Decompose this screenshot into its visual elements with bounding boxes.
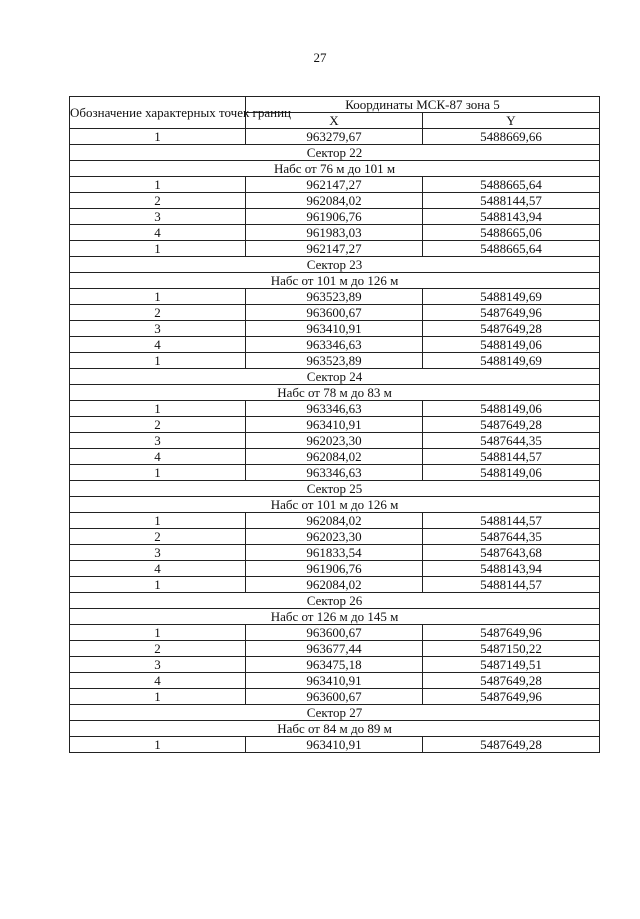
section-label: Набс от 101 м до 126 м — [70, 273, 600, 289]
table-row — [70, 337, 600, 353]
x-coordinate-cell: 963279,67 — [246, 129, 423, 145]
y-coordinate-cell: 5488149,69 — [423, 289, 600, 305]
page-number: 27 — [313, 50, 327, 65]
point-number-cell: 4 — [70, 561, 246, 577]
x-coordinate-cell: 963677,44 — [246, 641, 423, 657]
table-row — [70, 433, 600, 449]
table-row — [70, 225, 600, 241]
point-number-cell: 4 — [70, 337, 246, 353]
table-row — [70, 529, 600, 545]
table-row — [70, 209, 600, 225]
x-coordinate-cell: 962147,27 — [246, 241, 423, 257]
y-coordinate-cell: 5488149,69 — [423, 353, 600, 369]
coordinates-table — [69, 96, 600, 753]
point-number-cell: 4 — [70, 225, 246, 241]
table-row — [70, 289, 600, 305]
section-label: Набс от 76 м до 101 м — [70, 161, 600, 177]
point-number-cell: 3 — [70, 657, 246, 673]
section-label: Набс от 78 м до 83 м — [70, 385, 600, 401]
table-row — [70, 545, 600, 561]
section-label-row — [70, 369, 600, 385]
y-coordinate-cell: 5488669,66 — [423, 129, 600, 145]
table-row — [70, 625, 600, 641]
point-number-cell: 1 — [70, 401, 246, 417]
table-row — [70, 241, 600, 257]
point-number-cell: 1 — [70, 625, 246, 641]
x-coordinate-cell: 962084,02 — [246, 577, 423, 593]
table-row — [70, 641, 600, 657]
y-coordinate-cell: 5488144,57 — [423, 449, 600, 465]
y-coordinate-cell: 5488144,57 — [423, 577, 600, 593]
table-row — [70, 449, 600, 465]
table-row — [70, 305, 600, 321]
x-coordinate-cell: 961983,03 — [246, 225, 423, 241]
y-coordinate-cell: 5487649,28 — [423, 417, 600, 433]
section-label: Набс от 84 м до 89 м — [70, 721, 600, 737]
x-coordinate-cell: 962084,02 — [246, 193, 423, 209]
x-coordinate-cell: 963600,67 — [246, 625, 423, 641]
point-number-cell: 2 — [70, 193, 246, 209]
point-number-cell: 1 — [70, 513, 246, 529]
section-label-row — [70, 609, 600, 625]
y-coordinate-cell: 5488149,06 — [423, 401, 600, 417]
section-label: Набс от 101 м до 126 м — [70, 497, 600, 513]
table-body — [70, 129, 600, 753]
table-row — [70, 689, 600, 705]
header-coordinates: Координаты МСК-87 зона 5 — [246, 97, 600, 113]
point-number-cell: 1 — [70, 689, 246, 705]
table-row — [70, 353, 600, 369]
x-coordinate-cell: 963346,63 — [246, 401, 423, 417]
x-coordinate-cell: 962147,27 — [246, 177, 423, 193]
x-coordinate-cell: 963475,18 — [246, 657, 423, 673]
point-number-cell: 3 — [70, 545, 246, 561]
y-coordinate-cell: 5487649,96 — [423, 689, 600, 705]
x-coordinate-cell: 962023,30 — [246, 433, 423, 449]
point-number-cell: 2 — [70, 417, 246, 433]
x-coordinate-cell: 961906,76 — [246, 561, 423, 577]
y-coordinate-cell: 5488665,64 — [423, 241, 600, 257]
section-label: Сектор 24 — [70, 369, 600, 385]
point-number-cell: 1 — [70, 289, 246, 305]
y-coordinate-cell: 5488143,94 — [423, 561, 600, 577]
point-number-cell: 2 — [70, 641, 246, 657]
x-coordinate-cell: 963346,63 — [246, 465, 423, 481]
point-number-cell: 4 — [70, 449, 246, 465]
point-number-cell: 1 — [70, 465, 246, 481]
y-coordinate-cell: 5487649,28 — [423, 737, 600, 753]
table-row — [70, 737, 600, 753]
y-coordinate-cell: 5488144,57 — [423, 513, 600, 529]
table-row — [70, 561, 600, 577]
y-coordinate-cell: 5488149,06 — [423, 337, 600, 353]
x-coordinate-cell: 963600,67 — [246, 305, 423, 321]
y-coordinate-cell: 5487649,28 — [423, 673, 600, 689]
section-label-row — [70, 593, 600, 609]
x-coordinate-cell: 962084,02 — [246, 513, 423, 529]
section-label-row — [70, 705, 600, 721]
x-coordinate-cell: 961833,54 — [246, 545, 423, 561]
table-row — [70, 465, 600, 481]
x-coordinate-cell: 963410,91 — [246, 737, 423, 753]
section-label-row — [70, 721, 600, 737]
table-row — [70, 177, 600, 193]
header-designation: Обозначение характерных точек границ — [70, 97, 246, 129]
header-x: X — [246, 113, 423, 129]
section-label-row — [70, 257, 600, 273]
x-coordinate-cell: 963523,89 — [246, 353, 423, 369]
point-number-cell: 1 — [70, 737, 246, 753]
x-coordinate-cell: 963410,91 — [246, 417, 423, 433]
point-number-cell: 3 — [70, 321, 246, 337]
table-row — [70, 417, 600, 433]
table-row — [70, 577, 600, 593]
point-number-cell: 1 — [70, 577, 246, 593]
header-y: Y — [423, 113, 600, 129]
y-coordinate-cell: 5487643,68 — [423, 545, 600, 561]
section-label-row — [70, 161, 600, 177]
point-number-cell: 3 — [70, 209, 246, 225]
section-label-row — [70, 273, 600, 289]
point-number-cell: 1 — [70, 353, 246, 369]
point-number-cell: 1 — [70, 241, 246, 257]
point-number-cell: 2 — [70, 529, 246, 545]
y-coordinate-cell: 5487149,51 — [423, 657, 600, 673]
table-row — [70, 193, 600, 209]
x-coordinate-cell: 961906,76 — [246, 209, 423, 225]
section-label: Набс от 126 м до 145 м — [70, 609, 600, 625]
table-row — [70, 513, 600, 529]
y-coordinate-cell: 5488144,57 — [423, 193, 600, 209]
y-coordinate-cell: 5487150,22 — [423, 641, 600, 657]
section-label: Сектор 25 — [70, 481, 600, 497]
point-number-cell: 1 — [70, 129, 246, 145]
y-coordinate-cell: 5487649,28 — [423, 321, 600, 337]
section-label-row — [70, 385, 600, 401]
x-coordinate-cell: 962084,02 — [246, 449, 423, 465]
point-number-cell: 2 — [70, 305, 246, 321]
y-coordinate-cell: 5487644,35 — [423, 529, 600, 545]
section-label: Сектор 26 — [70, 593, 600, 609]
table-row — [70, 129, 600, 145]
section-label: Сектор 23 — [70, 257, 600, 273]
x-coordinate-cell: 963410,91 — [246, 673, 423, 689]
y-coordinate-cell: 5488665,06 — [423, 225, 600, 241]
section-label-row — [70, 145, 600, 161]
section-label: Сектор 27 — [70, 705, 600, 721]
section-label: Сектор 22 — [70, 145, 600, 161]
x-coordinate-cell: 963346,63 — [246, 337, 423, 353]
point-number-cell: 4 — [70, 673, 246, 689]
y-coordinate-cell: 5488143,94 — [423, 209, 600, 225]
table-row — [70, 673, 600, 689]
table-row — [70, 401, 600, 417]
y-coordinate-cell: 5488665,64 — [423, 177, 600, 193]
section-label-row — [70, 497, 600, 513]
section-label-row — [70, 481, 600, 497]
table-row — [70, 321, 600, 337]
y-coordinate-cell: 5487644,35 — [423, 433, 600, 449]
y-coordinate-cell: 5488149,06 — [423, 465, 600, 481]
x-coordinate-cell: 962023,30 — [246, 529, 423, 545]
x-coordinate-cell: 963523,89 — [246, 289, 423, 305]
x-coordinate-cell: 963410,91 — [246, 321, 423, 337]
y-coordinate-cell: 5487649,96 — [423, 305, 600, 321]
y-coordinate-cell: 5487649,96 — [423, 625, 600, 641]
point-number-cell: 1 — [70, 177, 246, 193]
x-coordinate-cell: 963600,67 — [246, 689, 423, 705]
point-number-cell: 3 — [70, 433, 246, 449]
table-row — [70, 657, 600, 673]
